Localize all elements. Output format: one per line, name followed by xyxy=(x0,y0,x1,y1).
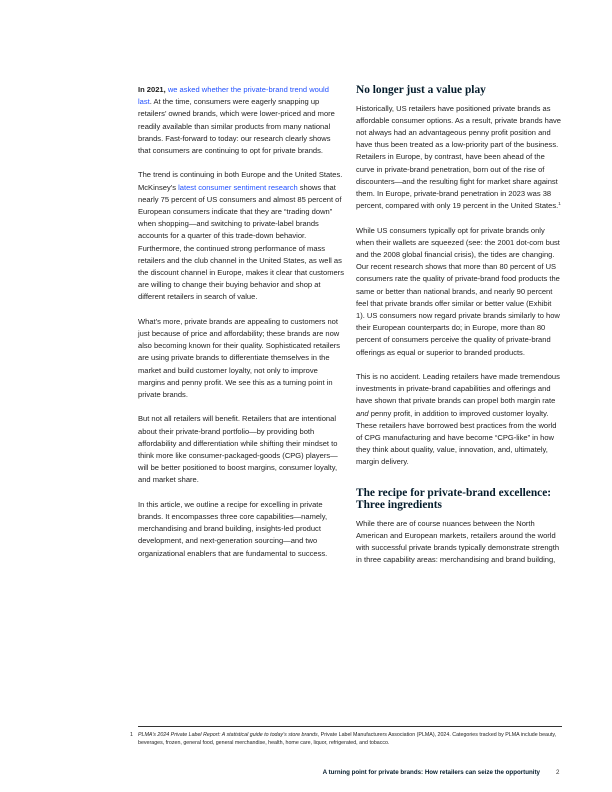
recipe-paragraph: While there are of course nuances between the North American and European markets, retailers around the world with successful private brands typically demonstrate strength in three capability areas: merchandising and brand building, xyxy=(356,518,560,565)
page-number: 2 xyxy=(556,769,560,776)
history-paragraph xyxy=(356,103,562,213)
consumer-sentiment-link[interactable]: latest consumer sentiment research xyxy=(178,182,298,192)
footnote-source-title: PLMA’s 2024 Private Label Report: A statistical guide to today’s store brands xyxy=(138,732,318,738)
footnote xyxy=(130,731,562,748)
retailers-paragraph: But not all retailers will benefit. Retailers that are intentional about their private-brand portfolio—by providing both affordability and differentiation while shifting their mindset to think more like consumer-packaged-goods (CPG) players—will be better positioned to boost margins, consumer loyalty, and market share. xyxy=(138,414,338,485)
footnote-text: , Private Label Manufacturers Association (PLMA), 2024. Categories tracked by PLMA include beauty, beverages, frozen, general food, general merchandise, health, home care, liquor, refrigerated, and tobacco. xyxy=(138,732,557,747)
history-text: Historically, US retailers have positioned private brands as affordable consumer options. As a result, private brands have not always had an advantageous penny profit position and have thus been treated as a low-priority part of the business. Retailers in Europe, by contrast, have been ahead of the curve in private-brand penetration, born out of the rise of discounters—and the resulting fight for market share against them. In Europe, private-brand penetration in 2023 was 38 percent, compared with only 19 percent in the United States. xyxy=(356,103,562,211)
running-footer-title: A turning point for private brands: How retailers can seize the opportunity xyxy=(322,769,540,776)
investment-text-after: penny profit, in addition to improved customer loyalty. These retailers have borrowed best practices from the world of CPG manufacturing and have become “CPG-like” in how they think about quality, value, innovation, and, ultimately, margin delivery. xyxy=(356,408,557,467)
investment-text-emphasis: and xyxy=(356,408,369,418)
footnote-divider xyxy=(138,726,562,727)
recipe-intro-paragraph: In this article, we outline a recipe for excelling in private brands. It encompasses three core capabilities—namely, merchandising and brand building, insights-led product development, and next-generation sourcing—and two organizational enablers that are fundamental to success. xyxy=(138,499,328,558)
intro-lead: In 2021, xyxy=(138,85,166,94)
intro-text: . At the time, consumers were eagerly snapping up retailers’ owned brands, which were lower-priced and more readily available than similar products from many national brands. Fast-forward to today: our research clearly shows that consumers are continuing to opt for private brands. xyxy=(138,97,335,156)
footnote-reference[interactable]: 1 xyxy=(558,201,561,207)
private-brand-trend-link[interactable]: we asked whether the private-brand trend would last xyxy=(138,85,329,107)
quality-paragraph: What’s more, private brands are appealing to customers not just because of price and affordability; these brands are now also becoming known for their quality. Sophisticated retailers are using private brands to differentiate themselves in the market and build customer loyalty, not only to improve margins and penny profit. We see this as a turning point in private brands. xyxy=(138,316,341,400)
investment-paragraph xyxy=(356,371,562,469)
trend-text-after: shows that nearly 75 percent of US consumers and almost 85 percent of European consumers indicate that they are “trading down” when shopping—and switching to private-label brands accounts for a quarter of this trade-down behavior. Furthermore, the continued strong performance of mass retailers and the club channel in the United States, as well as the discount channel in Europe, makes it clear that customers are willing to change their buying behavior and shop at different retailers in search of value. xyxy=(138,182,344,302)
trend-paragraph xyxy=(138,169,344,303)
footnote-number: 1 xyxy=(130,732,133,738)
left-column xyxy=(138,84,344,572)
section-heading-recipe: The recipe for private-brand excellence: Three ingredients xyxy=(356,486,552,512)
section-heading-value-play: No longer just a value play xyxy=(356,84,486,96)
investment-text-before: This is no accident. Leading retailers have made tremendous investments in private-brand capabilities and offerings and have shown that private brands can propel both margin rate xyxy=(356,372,560,406)
intro-paragraph xyxy=(138,84,344,157)
right-column xyxy=(356,84,562,579)
consumer-perception-paragraph: While US consumers typically opt for private brands only when their wallets are squeezed (see: the 2001 dot-com bust and the 2008 global financial crisis), the tides are changing. Our recent research shows that more than 80 percent of US consumers rate the quality of private-brand food products the same or better than national brands, and nearly 90 percent feel that private brands offer similar or better value (Exhibit 1). US consumers now regard private brands similarly to how their European counterparts do; in Europe, more than 80 percent of consumers perceive the quality of private-brand offerings as equal or superior to branded products. xyxy=(356,225,560,357)
trend-text-before: The trend is continuing in both Europe and the United States. McKinsey’s xyxy=(138,170,343,192)
